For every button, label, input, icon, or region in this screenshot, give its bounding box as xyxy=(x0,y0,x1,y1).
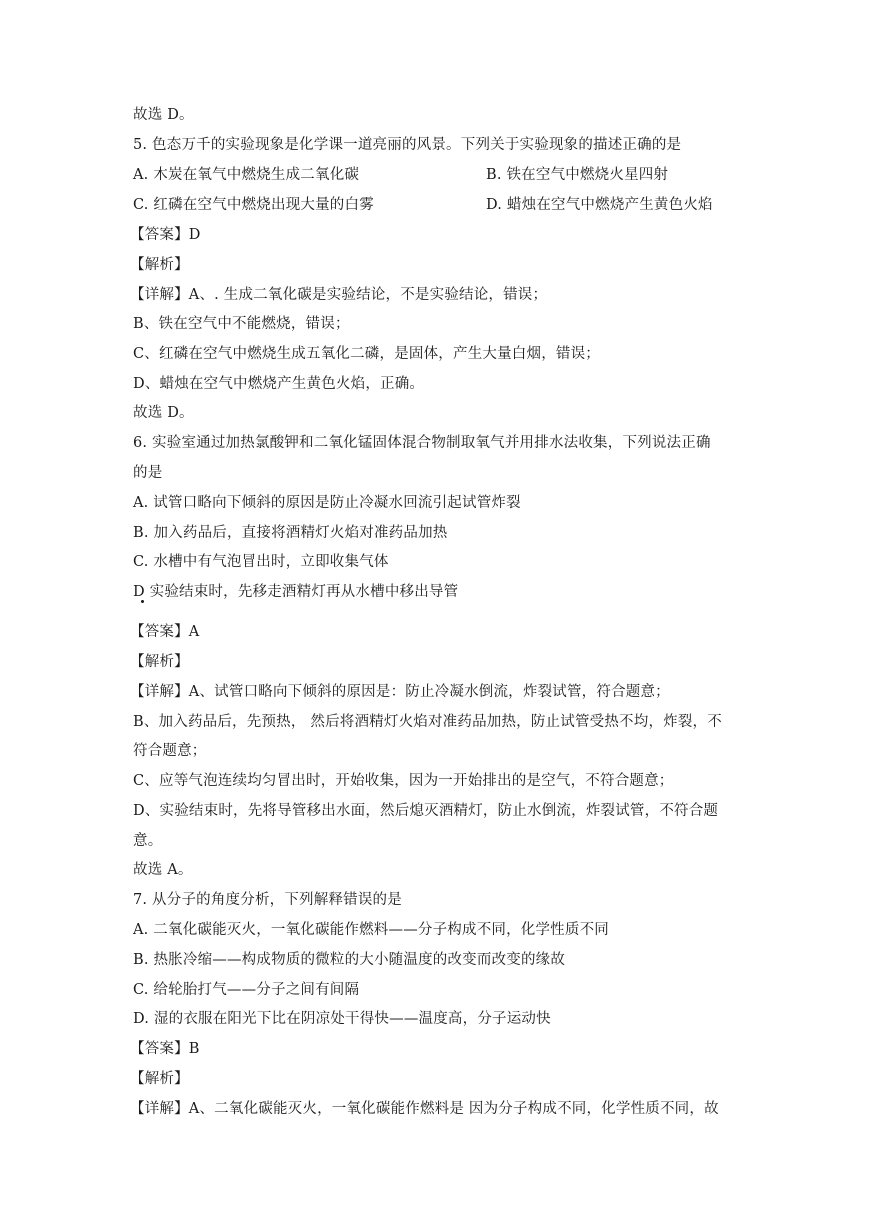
question-5-option-b: B. 铁在空气中燃烧火星四射 xyxy=(486,167,669,183)
detail-line: C、红磷在空气中燃烧生成五氧化二磷，是固体，产生大量白烟，错误； xyxy=(133,346,600,362)
detail-line: 意。 xyxy=(133,833,163,849)
detail-line: C、应等气泡连续均匀冒出时，开始收集，因为一开始排出的是空气，不符合题意； xyxy=(133,773,674,789)
question-5-option-a: A. 木炭在氧气中燃烧生成二氧化碳 xyxy=(133,167,360,183)
question-5-option-d: D. 蜡烛在空气中燃烧产生黄色火焰 xyxy=(486,197,713,213)
question-7-option-b: B. 热胀冷缩——构成物质的微粒的大小随温度的改变而改变的缘故 xyxy=(133,952,566,968)
detail-line: D、蜡烛在空气中燃烧产生黄色火焰，正确。 xyxy=(133,376,425,392)
question-7-stem: 7. 从分子的角度分析，下列解释错误的是 xyxy=(133,892,402,908)
detail-line: D、实验结束时，先将导管移出水面，然后熄灭酒精灯，防止水倒流，炸裂试管，不符合题 xyxy=(133,803,719,819)
analysis-label: 【解析】 xyxy=(130,257,189,273)
question-5-option-c: C. 红磷在空气中燃烧出现大量的白雾 xyxy=(133,197,374,213)
stray-dot xyxy=(141,600,144,603)
text-line: 故选 D。 xyxy=(133,405,194,421)
detail-line: 【详解】A、. 生成二氧化碳是实验结论，不是实验结论，错误； xyxy=(130,287,548,303)
detail-line: 符合题意； xyxy=(133,743,207,759)
answer-label: 【答案】D xyxy=(130,227,201,243)
question-6-stem-cont: 的是 xyxy=(133,465,163,481)
detail-line: B、铁在空气中不能燃烧，错误； xyxy=(133,316,350,332)
question-6-stem: 6. 实验室通过加热氯酸钾和二氧化锰固体混合物制取氧气并用排水法收集，下列说法正确 xyxy=(133,435,711,451)
answer-label: 【答案】A xyxy=(130,624,200,640)
question-6-option-a: A. 试管口略向下倾斜的原因是防止冷凝水回流引起试管炸裂 xyxy=(133,495,521,511)
question-7-option-a: A. 二氧化碳能灭火，一氧化碳能作燃料——分子构成不同，化学性质不同 xyxy=(133,922,609,938)
question-7-option-d: D. 湿的衣服在阳光下比在阴凉处干得快——温度高，分子运动快 xyxy=(133,1011,551,1027)
question-6-option-c: C. 水槽中有气泡冒出时，立即收集气体 xyxy=(133,554,389,570)
answer-label: 【答案】B xyxy=(130,1041,200,1057)
question-7-option-c: C. 给轮胎打气——分子之间有间隔 xyxy=(133,982,360,998)
analysis-label: 【解析】 xyxy=(130,1071,189,1087)
text-line: 故选 A。 xyxy=(133,862,193,878)
detail-line: 【详解】A、二氧化碳能灭火，一氧化碳能作燃料是 因为分子构成不同，化学性质不同，故 xyxy=(130,1101,719,1117)
question-6-option-d: D 实验结束时，先移走酒精灯再从水槽中移出导管 xyxy=(133,584,459,600)
question-5-stem: 5. 色态万千的实验现象是化学课一道亮丽的风景。下列关于实验现象的描述正确的是 xyxy=(133,137,682,153)
analysis-label: 【解析】 xyxy=(130,654,189,670)
question-6-option-b: B. 加入药品后，直接将酒精灯火焰对准药品加热 xyxy=(133,525,448,541)
text-line: 故选 D。 xyxy=(133,107,194,123)
detail-line: 【详解】A、试管口略向下倾斜的原因是：防止冷凝水倒流，炸裂试管，符合题意； xyxy=(130,684,670,700)
detail-line: B、加入药品后，先预热， 然后将酒精灯火焰对准药品加热，防止试管受热不均，炸裂，不 xyxy=(133,714,722,730)
